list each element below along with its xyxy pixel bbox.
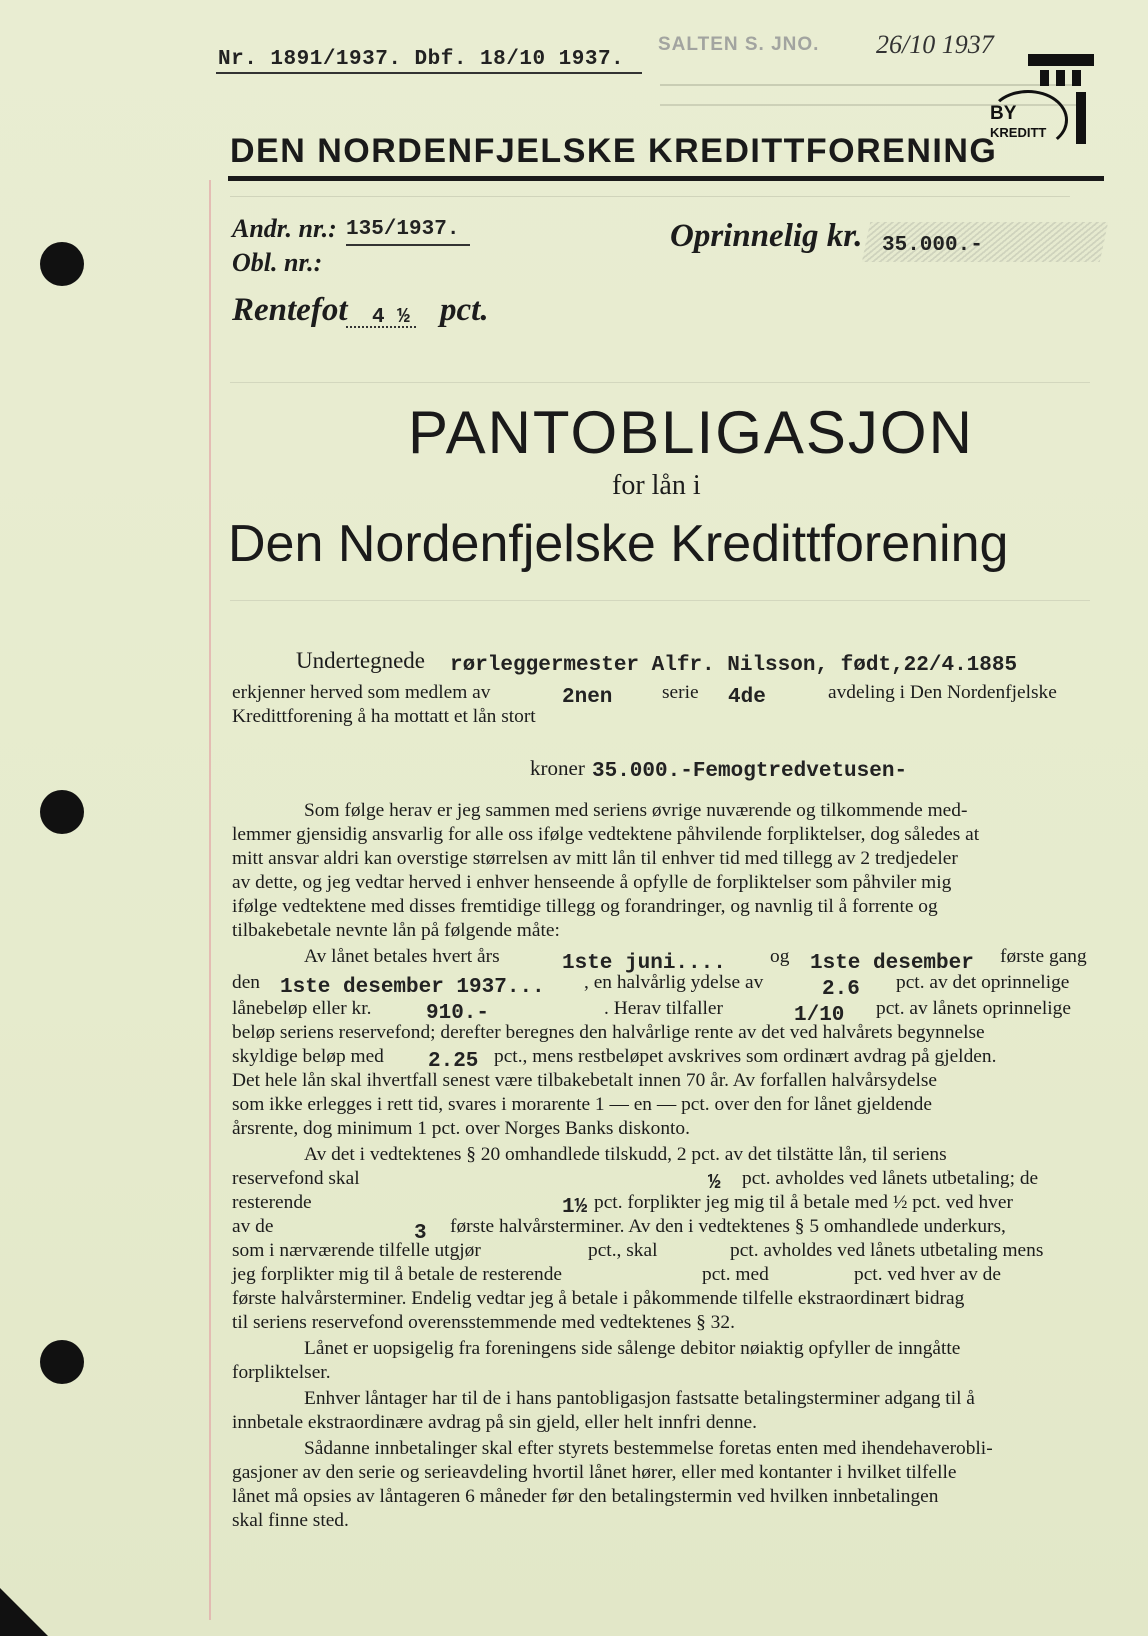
by-kreditt-logo xyxy=(988,48,1098,148)
andr-value: 135/1937. xyxy=(346,218,460,241)
stamp-date: 26/10 1937 xyxy=(876,30,994,59)
kroner-label: kroner xyxy=(530,756,585,780)
fill-serie-nr: 2nen xyxy=(562,686,613,709)
body-line: mitt ansvar aldri kan overstige størrelsen av mitt lån til enhver tid med tillegg av 2 tredjedeler xyxy=(232,848,958,869)
fill-rente: 2.25 xyxy=(428,1050,479,1073)
body-line: som ikke erlegges i rett tid, svares i morarente 1 — en — pct. over den for lånet gjeldende xyxy=(232,1094,932,1115)
body-line: første halvårsterminer. Endelig vedtar jeg å betale i påkommende tilfelle ekstraordinært bidrag xyxy=(232,1288,965,1309)
body-line: reservefond skal xyxy=(232,1168,360,1189)
fill-resterende: 1½ xyxy=(562,1196,588,1219)
corner-mark xyxy=(0,1588,48,1636)
logo-text xyxy=(990,104,1046,142)
body-line: tilbakebetale nevnte lån på følgende måte: xyxy=(232,920,560,941)
fill-termin-2: 1ste desember xyxy=(810,952,974,975)
body-line: forpliktelser. xyxy=(232,1362,331,1383)
registration-underline xyxy=(216,72,642,74)
fill-name: rørleggermester Alfr. Nilsson, født,22/4.1885 xyxy=(450,654,1018,677)
body-line: skyldige beløp med xyxy=(232,1046,384,1067)
fill-belop: 910.- xyxy=(426,1002,490,1025)
logo-bar xyxy=(1076,92,1086,144)
body-line: . Herav tilfaller xyxy=(604,998,723,1019)
logo-window xyxy=(1056,70,1065,86)
body-line: pct. avholdes ved lånets utbetaling; de xyxy=(742,1168,1039,1189)
logo-roof xyxy=(1028,54,1094,66)
fill-first-date: 1ste desember 1937... xyxy=(280,976,545,999)
body-line: den xyxy=(232,972,260,993)
andr-label: Andr. nr.: xyxy=(232,214,337,243)
body-line: Enhver låntager har til de i hans pantobligasjon fastsatte betalingsterminer adgang til å xyxy=(304,1388,975,1409)
body-line: gasjoner av den serie og serieavdeling hvortil lånet hører, eller med kontanter i hvilket tilfelle xyxy=(232,1462,957,1483)
body-line: serie xyxy=(662,682,699,703)
body-line: pct., mens restbeløpet avskrives som ordinært avdrag på gjelden. xyxy=(494,1046,997,1067)
body-line: lånebeløp eller kr. xyxy=(232,998,372,1019)
fill-kroner: 35.000.-Femogtredvetusen- xyxy=(592,760,908,783)
body-line: Av det i vedtektenes § 20 omhandlede tilskudd, 2 pct. av det tilstätte lån, til seriens xyxy=(304,1144,947,1165)
body-line: og xyxy=(770,946,790,967)
body-line: av dette, og jeg vedtar herved i enhver henseende å opfylle de forpliktelser som påhviler mig xyxy=(232,872,952,893)
fill-ydelse: 2.6 xyxy=(822,978,860,1001)
body-line: Sådanne innbetalinger skal efter styrets bestemmelse foretas enten med ihendehaverobli- xyxy=(304,1438,993,1459)
oprinnelig-label: Oprinnelig kr. xyxy=(670,218,863,254)
body-line: Lånet er uopsigelig fra foreningens side sålenge debitor nøiaktig opfyller de inngåtte xyxy=(304,1338,961,1359)
body-line: pct. ved hver av de xyxy=(854,1264,1001,1285)
body-line: Av lånet betales hvert års xyxy=(304,946,500,967)
body-line: til seriens reservefond overensstemmende med vedtektenes § 32. xyxy=(232,1312,735,1333)
body-line: pct. avholdes ved lånets utbetaling mens xyxy=(730,1240,1044,1261)
body-line: avdeling i Den Nordenfjelske xyxy=(828,682,1057,703)
fill-fraction: 1/10 xyxy=(794,1004,845,1027)
logo-text-by: BY xyxy=(990,103,1017,124)
andr-underline xyxy=(346,244,470,246)
punch-hole xyxy=(40,790,84,834)
rentefot-value: 4 ½ xyxy=(372,306,410,329)
rentefot-label: Rentefot xyxy=(232,292,348,328)
body-line: skal finne sted. xyxy=(232,1510,349,1531)
logo-text-kreditt: KREDITT xyxy=(990,125,1047,140)
body-line: Kredittforening å ha mottatt et lån stort xyxy=(232,706,536,727)
body-line: beløp seriens reservefond; derefter beregnes den halvårlige rente av det ved halvårets begynnelse xyxy=(232,1022,985,1043)
fill-termin-1: 1ste juni.... xyxy=(562,952,726,975)
heading-rule xyxy=(228,176,1104,181)
body-line: resterende xyxy=(232,1192,312,1213)
document-subtitle: for lån i xyxy=(612,470,701,501)
body-line: av de xyxy=(232,1216,274,1237)
margin-line xyxy=(209,180,211,1620)
body-line: , en halvårlig ydelse av xyxy=(584,972,764,993)
punch-hole xyxy=(40,1340,84,1384)
registration-number: Nr. 1891/1937. Dbf. 18/10 1937. xyxy=(218,48,625,71)
obl-label: Obl. nr.: xyxy=(232,248,323,277)
body-line: pct. forplikter jeg mig til å betale med ½ pct. ved hver xyxy=(594,1192,1013,1213)
body-line: pct. av lånets oprinnelige xyxy=(876,998,1071,1019)
body-line: innbetale ekstraordinære avdrag på sin gjeld, eller helt innfri denne. xyxy=(232,1412,757,1433)
rentefot-unit: pct. xyxy=(440,292,489,328)
body-line: pct. av det oprinnelige xyxy=(896,972,1070,993)
punch-hole xyxy=(40,242,84,286)
stamp: SALTEN S. JNO. xyxy=(658,34,820,55)
body-line: som i nærværende tilfelle utgjør xyxy=(232,1240,481,1261)
body-line: pct. med xyxy=(702,1264,769,1285)
document-title: PANTOBLIGASJON xyxy=(408,399,974,466)
body-line: lemmer gjensidig ansvarlig for alle oss ifølge vedtektene påhvilende forpliktelser, dog således at xyxy=(232,824,980,845)
body-line: første halvårsterminer. Av den i vedtektenes § 5 omhandlede underkurs, xyxy=(450,1216,1006,1237)
body-line: Det hele lån skal ihvertfall senest være tilbakebetalt innen 70 år. Av forfallen halvårsydelse xyxy=(232,1070,938,1091)
body-line: lånet må opsies av låntageren 6 måneder før den betalingstermin ved hvilken innbetalingen xyxy=(232,1486,939,1507)
logo-window xyxy=(1072,70,1081,86)
body-line: erkjenner herved som medlem av xyxy=(232,682,491,703)
body-line: Som følge herav er jeg sammen med seriens øvrige nuværende og tilkommende med- xyxy=(304,800,968,821)
body-line: jeg forplikter mig til å betale de resterende xyxy=(232,1264,563,1285)
body-line: ifølge vedtektene med disses fremtidige tillegg og forandringer, og navnlig til å forrente og xyxy=(232,896,938,917)
organization-heading: DEN NORDENFJELSKE KREDITTFORENING xyxy=(230,132,998,170)
fill-avdeling: 4de xyxy=(728,686,766,709)
body-line: første gang xyxy=(1000,946,1087,967)
fill-terminer: 3 xyxy=(414,1222,427,1245)
fill-avholdes: ½ xyxy=(708,1172,721,1195)
document-organization: Den Nordenfjelske Kredittforening xyxy=(228,515,1009,573)
body-undertegnede: Undertegnede xyxy=(296,648,425,673)
body-line: årsrente, dog minimum 1 pct. over Norges Banks diskonto. xyxy=(232,1118,690,1139)
logo-window xyxy=(1040,70,1049,86)
oprinnelig-value: 35.000.- xyxy=(882,234,983,257)
body-line: pct., skal xyxy=(588,1240,658,1261)
